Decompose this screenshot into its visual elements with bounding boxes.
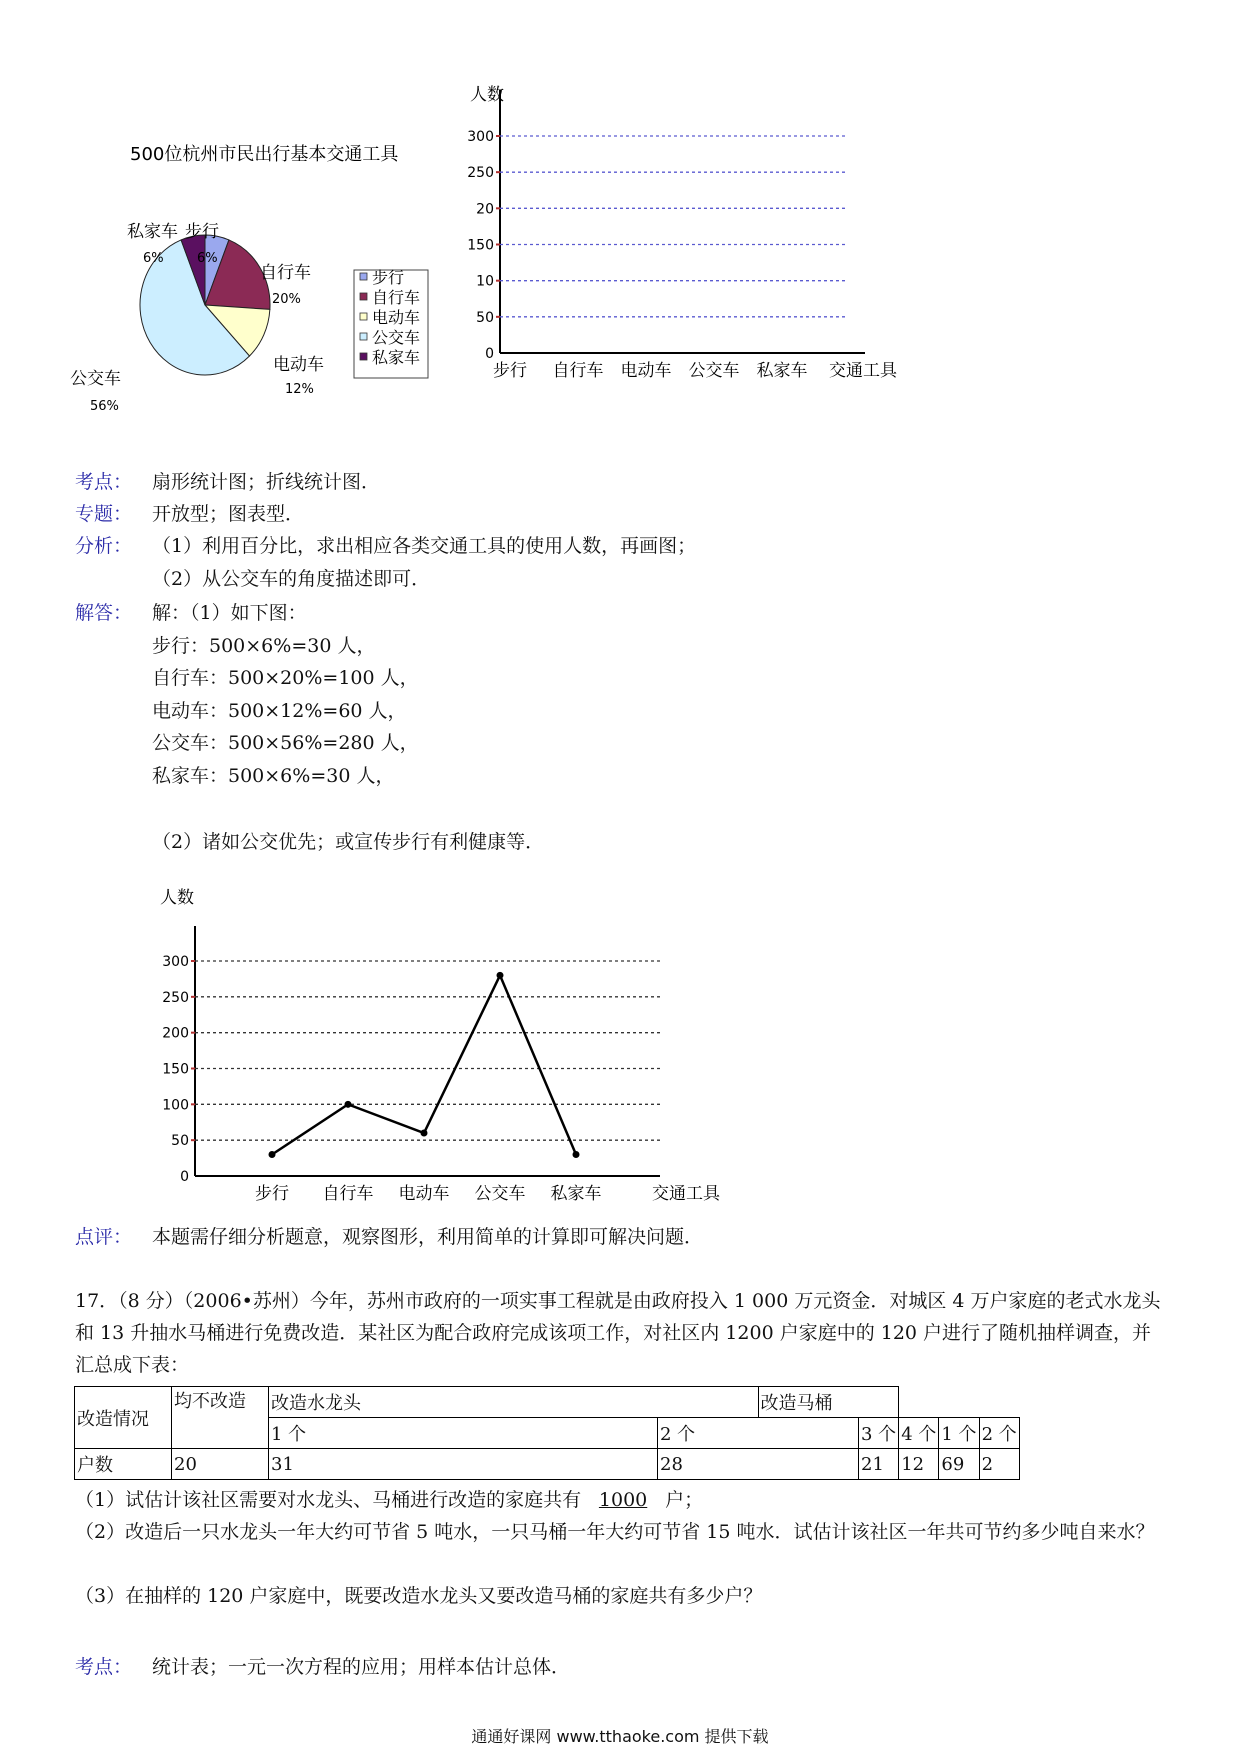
dianping-text: 本题需仔细分析题意，观察图形，利用简单的计算即可解决问题． <box>152 1226 704 1248</box>
value-faucet-2: 28 <box>658 1449 859 1480</box>
value-faucet-4: 12 <box>899 1449 939 1480</box>
legend-swatch <box>360 293 367 300</box>
kaodian-label: 考点： <box>75 471 133 493</box>
y-tick-label: 0 <box>180 1169 189 1185</box>
sub-toilet-2: 2 个 <box>979 1418 1019 1449</box>
jieda-part2: （2）诸如公交优先；或宣传步行有利健康等． <box>152 831 545 853</box>
pie-slice-percent: 12% <box>285 382 314 397</box>
header-situation: 改造情况 <box>75 1387 172 1449</box>
jieda-line-1: 解：（1）如下图： <box>152 602 307 624</box>
x-tick-label: 私家车 <box>550 1184 602 1204</box>
legend-label: 公交车 <box>372 328 421 347</box>
x-tick-label: 电动车 <box>398 1184 450 1204</box>
pie-slice-label: 电动车 <box>273 355 324 375</box>
question-2: （2）改造后一只水龙头一年大约可节省 5 吨水，一只马桶一年大约可节省 15 吨水．试估计该社区一年共可节约多少吨自来水？ <box>75 1521 1155 1543</box>
pie-chart <box>60 130 450 440</box>
y-tick-label: 200 <box>162 1025 189 1042</box>
x-tick-label: 公交车 <box>688 361 740 381</box>
header-faucet: 改造水龙头 <box>269 1387 759 1418</box>
pie-slice-label: 公交车 <box>70 369 121 389</box>
value-toilet-1: 69 <box>939 1449 979 1480</box>
x-tick-label: 私家车 <box>756 361 808 381</box>
dianping-row <box>75 1222 703 1252</box>
q1-answer: 1000 <box>598 1489 648 1511</box>
data-point <box>269 1151 276 1158</box>
y-tick-label: 50 <box>171 1133 189 1150</box>
y-tick-label: 300 <box>467 129 494 145</box>
page-footer: 通通好课网 www.tthaoke.com 提供下载 <box>471 1727 769 1746</box>
legend-swatch <box>360 273 367 280</box>
x-tick-label: 步行 <box>255 1184 289 1204</box>
p17-kaodian-label: 考点： <box>75 1656 133 1678</box>
data-point <box>497 972 504 979</box>
jieda-row <box>75 598 307 628</box>
value-toilet-2: 2 <box>979 1449 1019 1480</box>
y-tick-label: 100 <box>162 1097 189 1114</box>
header-none: 均不改造 <box>172 1387 269 1449</box>
problem17-intro: 17．（8 分）（2006•苏州）今年，苏州市政府的一项实事工程就是由政府投入 1 000 万元资金．对城区 4 万户家庭的老式水龙头和 13 升抽水马桶进行免费改造．某社区为配合政府完成该项工作，对社区内 1200 户家庭中的 120 户进行了随机抽样调查，并汇总成下表： <box>75 1290 1161 1376</box>
answer-line-chart <box>150 858 750 1220</box>
y-tick-label: 250 <box>467 165 494 182</box>
y-tick-label: 20 <box>476 201 494 218</box>
legend-label: 自行车 <box>372 288 421 307</box>
data-point <box>573 1151 580 1158</box>
value-faucet-1: 31 <box>269 1449 658 1480</box>
survey-table <box>74 1386 1020 1480</box>
legend-swatch <box>360 333 367 340</box>
value-none: 20 <box>172 1449 269 1480</box>
y-tick-label: 50 <box>476 309 494 326</box>
header-toilet: 改造马桶 <box>758 1387 899 1418</box>
series-line <box>272 975 576 1154</box>
zhuanti-text: 开放型；图表型． <box>152 503 305 525</box>
legend-label: 步行 <box>372 268 405 287</box>
y-axis-title: 人数 <box>470 85 504 105</box>
y-tick-label: 10 <box>476 273 494 290</box>
x-tick-label: 电动车 <box>620 361 672 381</box>
pie-title: 500位杭州市民出行基本交通工具 <box>130 144 399 165</box>
pie-slice-percent: 6% <box>197 251 218 266</box>
pie-slice-percent: 56% <box>90 399 119 414</box>
y-axis-title: 人数 <box>160 888 194 908</box>
dianping-label: 点评： <box>75 1226 133 1248</box>
p17-kaodian-row <box>75 1652 570 1682</box>
y-tick-label: 250 <box>162 989 189 1006</box>
question-1 <box>75 1484 1170 1516</box>
jieda-line-6: 私家车：500×6%=30 人， <box>152 765 395 787</box>
fenxi-label: 分析： <box>75 535 133 557</box>
sub-toilet-1: 1 个 <box>939 1418 979 1449</box>
jieda-line-4: 电动车：500×12%=60 人， <box>152 700 407 722</box>
pie-slice-label: 自行车 <box>260 263 311 283</box>
header-empty <box>899 1387 1020 1418</box>
y-tick-label: 150 <box>467 237 494 254</box>
row-label: 户数 <box>75 1449 172 1480</box>
x-tick-label: 公交车 <box>474 1184 526 1204</box>
kaodian-row <box>75 467 380 497</box>
sub-faucet-4: 4 个 <box>899 1418 939 1449</box>
legend-label: 私家车 <box>372 348 421 367</box>
data-point <box>345 1101 352 1108</box>
fenxi-row <box>75 531 696 561</box>
fenxi-line-2: （2）从公交车的角度描述即可． <box>152 568 431 590</box>
sub-faucet-2: 2 个 <box>658 1418 859 1449</box>
data-point <box>421 1130 428 1137</box>
fenxi-line-1: （1）利用百分比，求出相应各类交通工具的使用人数，再画图； <box>152 535 697 557</box>
legend-swatch <box>360 313 367 320</box>
jieda-line-2: 步行：500×6%=30 人， <box>152 635 376 657</box>
sub-faucet-1: 1 个 <box>269 1418 658 1449</box>
legend-label: 电动车 <box>372 308 421 327</box>
zhuanti-row <box>75 499 304 529</box>
kaodian-text: 扇形统计图；折线统计图． <box>152 471 381 493</box>
x-tick-label: 自行车 <box>322 1184 374 1204</box>
jieda-line-5: 公交车：500×56%=280 人， <box>152 732 419 754</box>
jieda-label: 解答： <box>75 602 133 624</box>
value-faucet-3: 21 <box>859 1449 899 1480</box>
blank-line-chart <box>455 80 1015 430</box>
q1-text: （1）试估计该社区需要对水龙头、马桶进行改造的家庭共有 <box>75 1489 582 1511</box>
sub-faucet-3: 3 个 <box>859 1418 899 1449</box>
legend-swatch <box>360 353 367 360</box>
x-tick-label: 自行车 <box>552 361 604 381</box>
x-axis-title: 交通工具 <box>652 1184 720 1204</box>
pie-slice-label: 步行 <box>185 222 219 242</box>
x-tick-label: 步行 <box>493 361 527 381</box>
y-tick-label: 300 <box>162 954 189 970</box>
pie-slice-label: 私家车 <box>127 222 178 242</box>
question-3: （3）在抽样的 120 户家庭中，既要改造水龙头又要改造马桶的家庭共有多少户？ <box>75 1585 763 1607</box>
jieda-line-3: 自行车：500×20%=100 人， <box>152 667 419 689</box>
y-tick-label: 150 <box>162 1061 189 1078</box>
x-axis-title: 交通工具 <box>829 361 897 381</box>
p17-kaodian-text: 统计表；一元一次方程的应用；用样本估计总体． <box>152 1656 571 1678</box>
y-tick-label: 0 <box>485 346 494 362</box>
zhuanti-label: 专题： <box>75 503 133 525</box>
q1-post: 户； <box>665 1489 704 1511</box>
pie-slice-percent: 20% <box>272 292 301 307</box>
pie-slice-percent: 6% <box>143 251 164 266</box>
